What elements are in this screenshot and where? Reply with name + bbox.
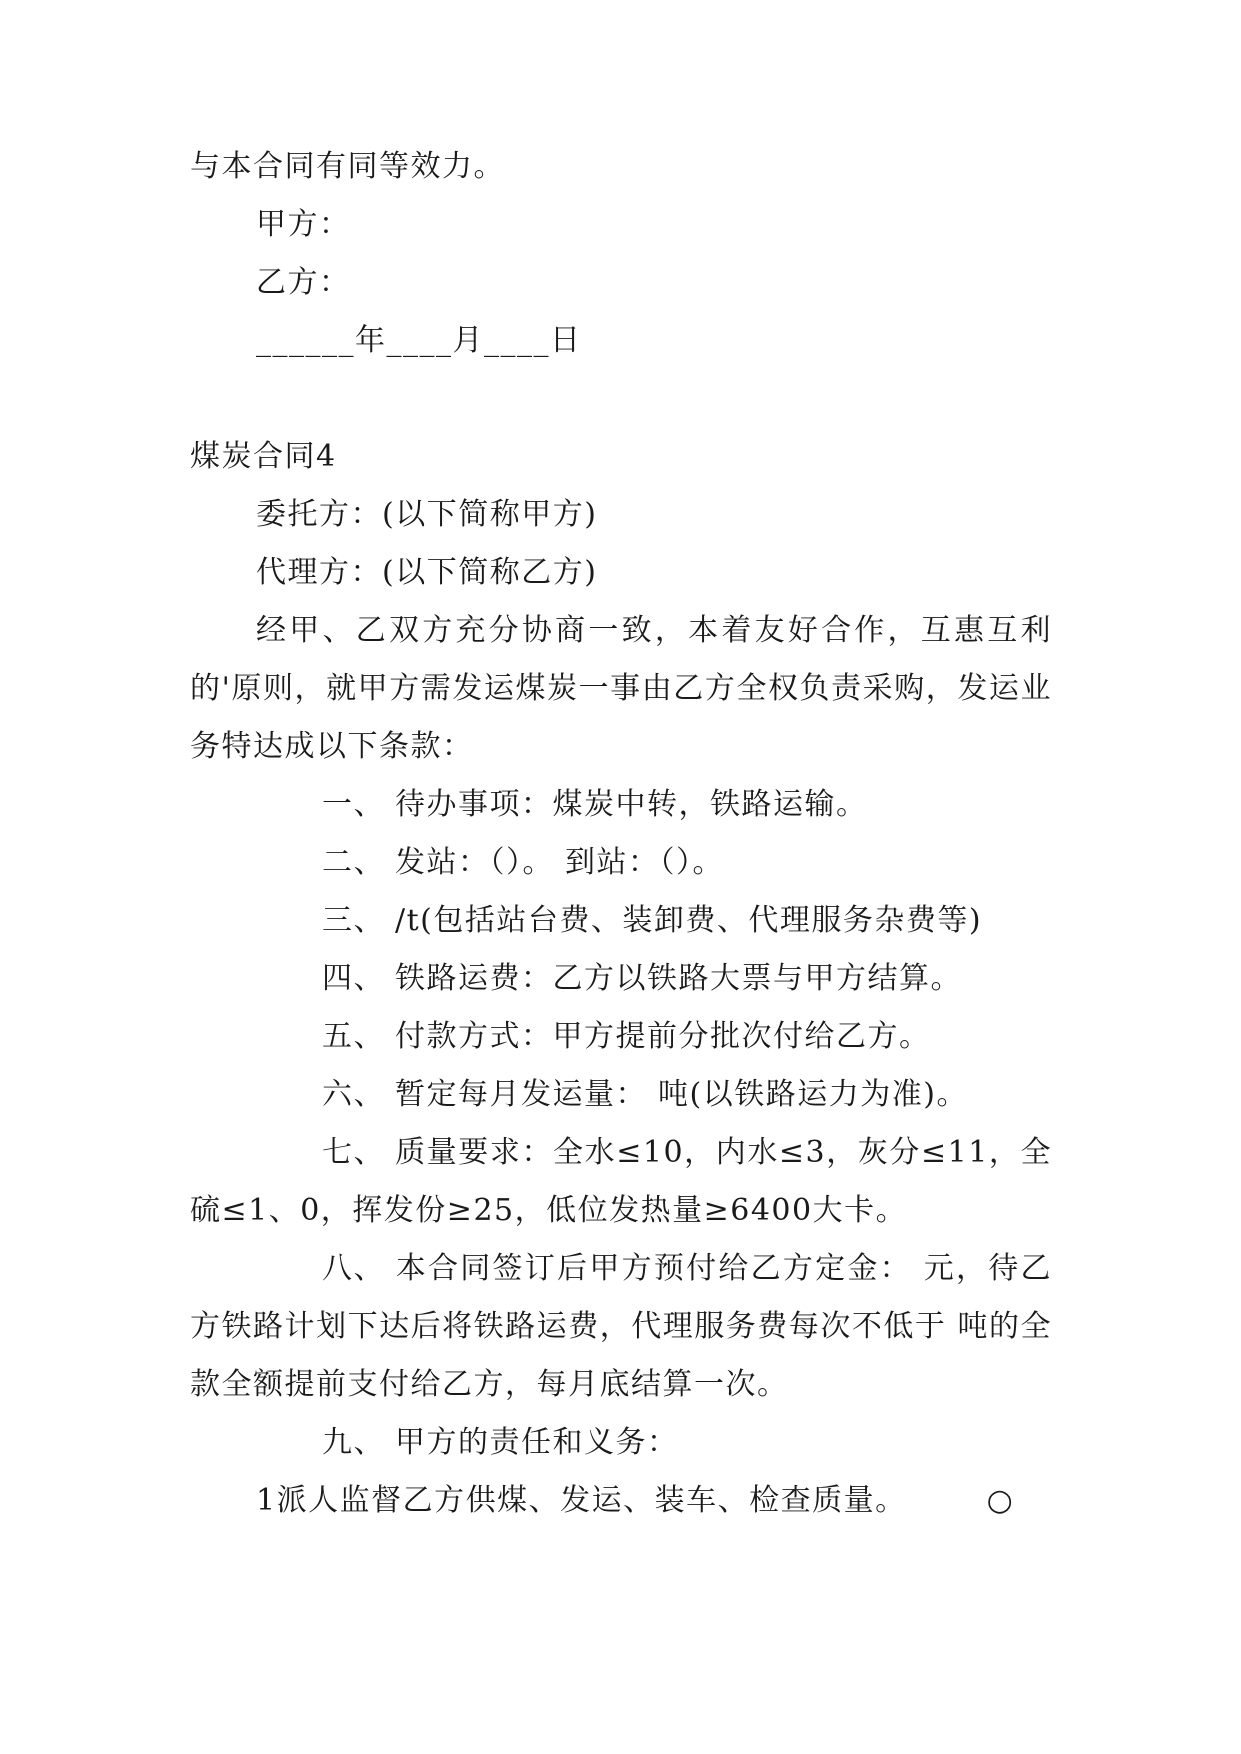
clause-3 bbox=[190, 892, 1052, 950]
clause-number: 三、 bbox=[322, 903, 385, 938]
party-a-label: 甲方： bbox=[256, 207, 351, 242]
clause-text: /t(包括站台费、装卸费、代理服务杂费等) bbox=[395, 903, 983, 938]
clause-4 bbox=[190, 950, 1052, 1008]
sub-item-1 bbox=[190, 1472, 1052, 1530]
clause-6 bbox=[190, 1066, 1052, 1124]
agent-line: 代理方：(以下简称乙方) bbox=[256, 555, 598, 590]
clause-5 bbox=[190, 1008, 1052, 1066]
party-b-label: 乙方： bbox=[256, 265, 351, 300]
clause-text: 待办事项：煤炭中转，铁路运输。 bbox=[395, 787, 868, 822]
clause-number: 八、 bbox=[322, 1251, 385, 1286]
client-line: 委托方：(以下简称甲方) bbox=[256, 497, 598, 532]
clause-number: 二、 bbox=[322, 845, 385, 880]
continuation-text: 与本合同有同等效力。 bbox=[190, 149, 505, 184]
clause-number: 四、 bbox=[322, 961, 385, 996]
document-body bbox=[190, 138, 1052, 1530]
clause-text: 质量要求：全水≤10，内水≤3，灰分≤11，全硫≤1、0，挥发份≥25，低位发热量≥6400大卡。 bbox=[190, 1135, 1052, 1228]
sub-item-text: 1派人监督乙方供煤、发运、装车、检查质量。 bbox=[256, 1483, 907, 1518]
clause-text: 发站：（）。 到站：（）。 bbox=[395, 845, 725, 880]
clause-number: 一、 bbox=[322, 787, 385, 822]
clause-9 bbox=[190, 1414, 1052, 1472]
clause-number: 六、 bbox=[322, 1077, 385, 1112]
spacer bbox=[190, 370, 1052, 428]
clause-text: 暂定每月发运量： 吨(以铁路运力为准)。 bbox=[395, 1077, 968, 1112]
clause-number: 七、 bbox=[322, 1135, 385, 1170]
clause-1 bbox=[190, 776, 1052, 834]
clause-8 bbox=[190, 1240, 1052, 1414]
contract-title: 煤炭合同4 bbox=[190, 439, 337, 474]
clause-text: 铁路运费：乙方以铁路大票与甲方结算。 bbox=[395, 961, 962, 996]
circle-mark: ○ bbox=[986, 1483, 1015, 1518]
clause-text: 甲方的责任和义务： bbox=[395, 1425, 679, 1460]
clause-text: 付款方式：甲方提前分批次付给乙方。 bbox=[395, 1019, 931, 1054]
intro-paragraph: 经甲、乙双方充分协商一致，本着友好合作，互惠互利的'原则，就甲方需发运煤炭一事由乙方全权负责采购，发运业务特达成以下条款： bbox=[190, 613, 1052, 764]
clause-number: 五、 bbox=[322, 1019, 385, 1054]
clause-text: 本合同签订后甲方预付给乙方定金： 元，待乙方铁路计划下达后将铁路运费，代理服务费每次不低于 吨的全款全额提前支付给乙方，每月底结算一次。 bbox=[190, 1251, 1052, 1402]
date-line: ______年____月____日 bbox=[256, 323, 582, 358]
clause-number: 九、 bbox=[322, 1425, 385, 1460]
clause-2 bbox=[190, 834, 1052, 892]
clause-7 bbox=[190, 1124, 1052, 1240]
